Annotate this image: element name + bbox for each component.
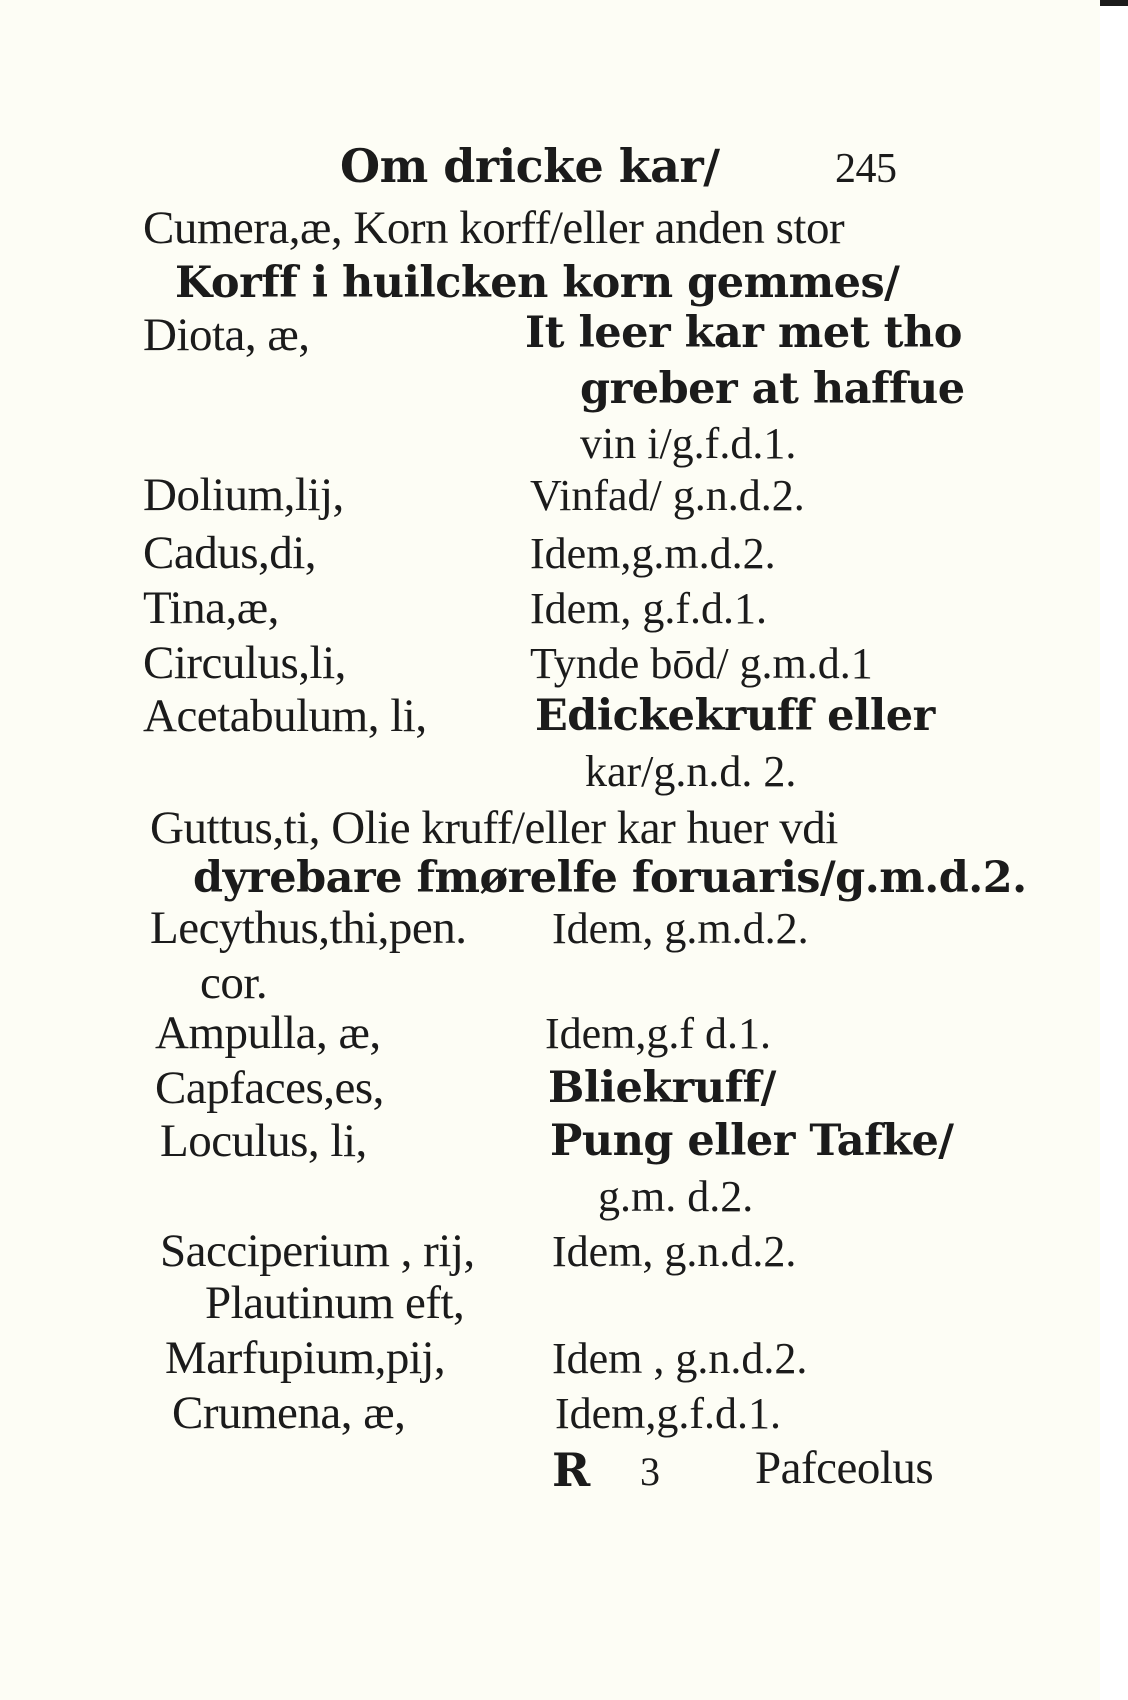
entry-term-lecythus: Lecythus,thi,pen. (150, 902, 467, 954)
running-head: Om dricke kar/ (340, 139, 720, 193)
signature-number: 3 (640, 1449, 660, 1494)
entry-gloss-tina: Idem, g.f.d.1. (530, 584, 768, 633)
entry-term-cadus: Cadus,di, (143, 527, 317, 579)
signature-mark: R (552, 1443, 590, 1497)
entry-gloss-acetabulum-cont: kar/g.n.d. 2. (585, 747, 797, 796)
entry-term-diota: Diota, æ, (143, 309, 310, 361)
scan-edge-mark (1100, 0, 1128, 6)
entry-term-dolium: Dolium,lij, (143, 469, 344, 521)
page-number: 245 (835, 146, 897, 192)
entry-gloss-cadus: Idem,g.m.d.2. (530, 529, 776, 578)
entry-gloss-diota-cont1: greber at haffue (580, 364, 965, 414)
entry-term-loculus: Loculus, li, (160, 1115, 367, 1167)
entry-term-capsaces: Capfaces,es, (155, 1062, 384, 1114)
entry-line-cumera: Cumera,æ, Korn korff/eller anden stor (143, 202, 845, 254)
entry-term-acetabulum: Acetabulum, li, (143, 690, 427, 742)
entry-line-guttus-cont: dyrebare fmørelfe foruaris/g.m.d.2. (193, 853, 1027, 903)
entry-gloss-circulus: Tynde bōd/ g.m.d.1 (530, 639, 873, 688)
entry-gloss-loculus: Pung eller Tafke/ (550, 1116, 954, 1166)
entry-gloss-marsupium: Idem , g.n.d.2. (552, 1334, 808, 1383)
entry-gloss-loculus-cont: g.m. d.2. (598, 1172, 754, 1221)
entry-term-sacciperium-cont: Plautinum eft, (205, 1277, 465, 1329)
entry-gloss-ampulla: Idem,g.f d.1. (545, 1009, 772, 1058)
entry-term-marsupium: Marfupium,pij, (165, 1332, 446, 1384)
entry-gloss-acetabulum: Edickekruff eller (535, 691, 935, 741)
entry-term-tina: Tina,æ, (143, 582, 279, 634)
entry-gloss-diota-cont2: vin i/g.f.d.1. (580, 419, 797, 468)
entry-term-sacciperium: Sacciperium , rij, (160, 1225, 475, 1277)
page-edge (1100, 0, 1128, 1700)
entry-term-circulus: Circulus,li, (143, 637, 346, 689)
entry-term-lecythus-cont: cor. (200, 957, 268, 1009)
entry-line-cumera-cont: Korff i huilcken korn gemmes/ (175, 258, 900, 308)
catchword: Pafceolus (755, 1442, 934, 1494)
entry-gloss-sacciperium: Idem, g.n.d.2. (552, 1227, 797, 1276)
entry-gloss-lecythus: Idem, g.m.d.2. (552, 904, 809, 953)
entry-term-crumena: Crumena, æ, (172, 1387, 406, 1439)
entry-gloss-crumena: Idem,g.f.d.1. (555, 1389, 782, 1438)
entry-gloss-capsaces: Bliekruff/ (548, 1063, 776, 1113)
entry-gloss-dolium: Vinfad/ g.n.d.2. (530, 471, 805, 520)
entry-term-ampulla: Ampulla, æ, (155, 1007, 381, 1059)
entry-line-guttus: Guttus,ti, Olie kruff/eller kar huer vdi (150, 802, 838, 854)
entry-gloss-diota: It leer kar met tho (525, 308, 962, 358)
